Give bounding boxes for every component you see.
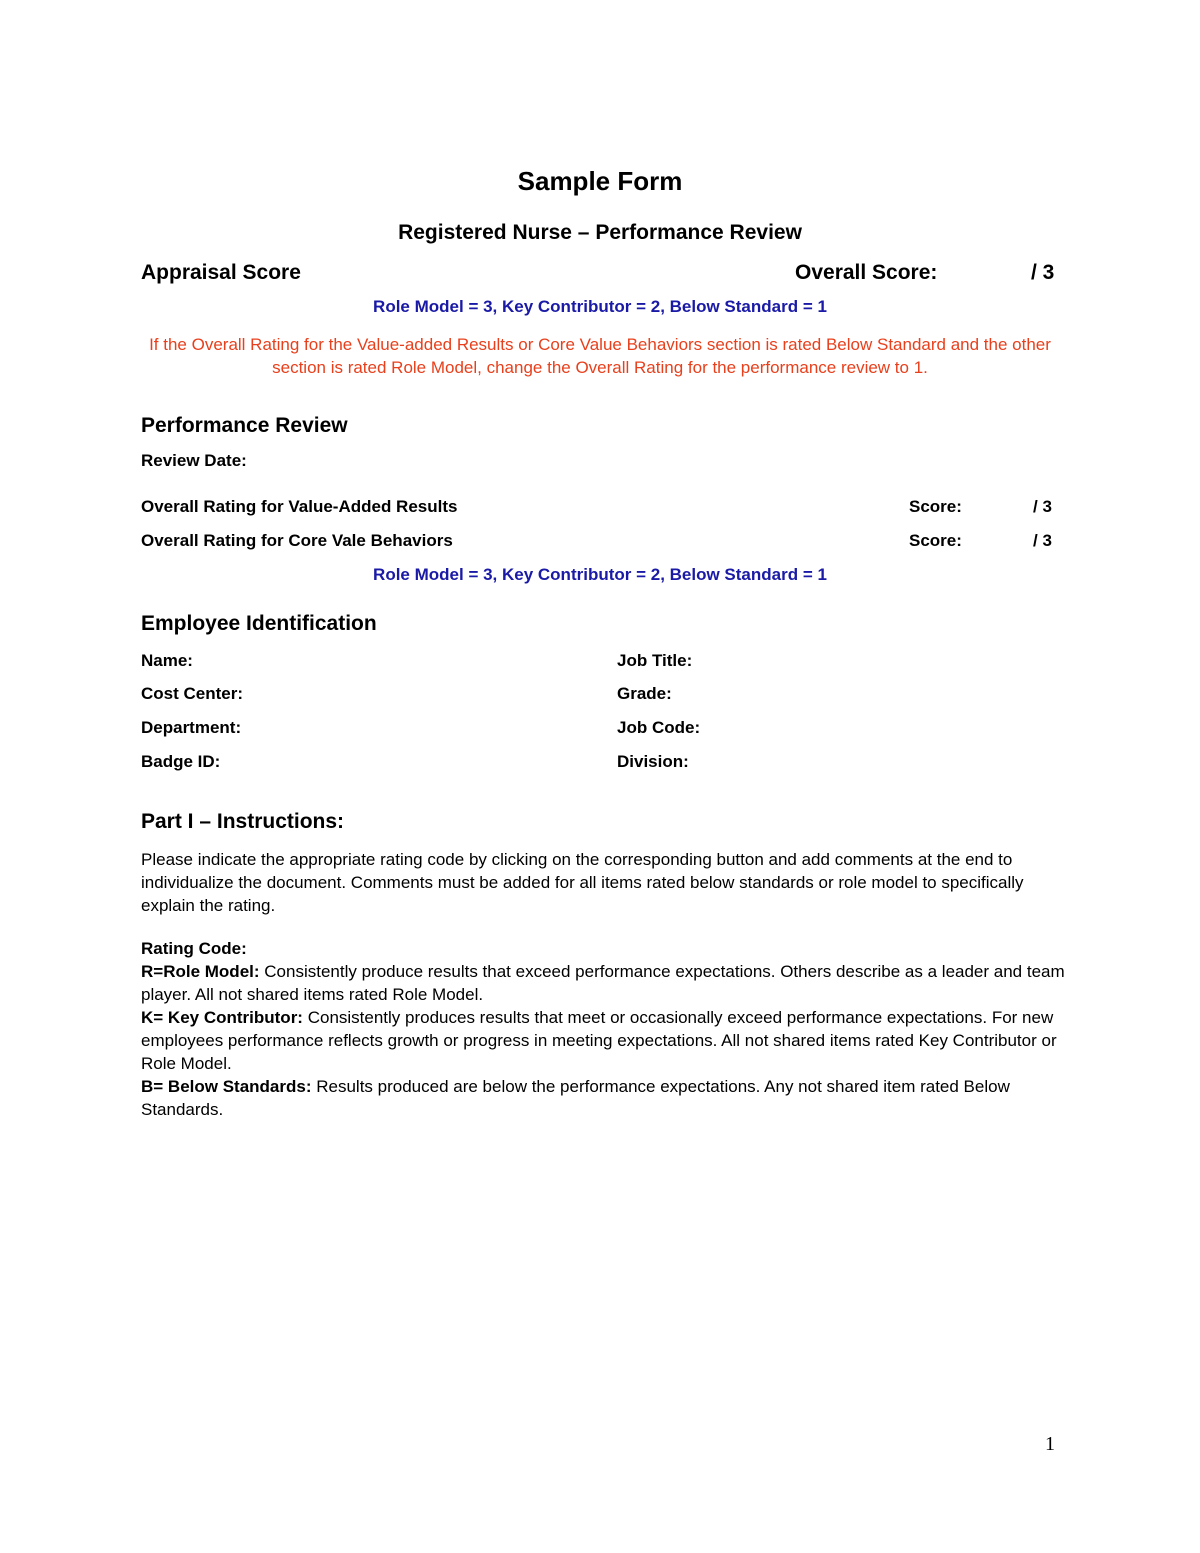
value-added-score-value: / 3 xyxy=(1033,497,1052,516)
rating-scale-legend: Role Model = 3, Key Contributor = 2, Below Standard = 1 xyxy=(373,297,827,316)
rating-code-description: Consistently produce results that exceed performance expectations. Others describe as a leader and team player. All not shared items rated Role Model. xyxy=(141,962,1065,1004)
job-title-field-label: Job Title: xyxy=(617,651,693,670)
rating-code-description: Results produced are below the performance expectations. Any not shared item rated Below Standards. xyxy=(141,1077,1010,1119)
form-subtitle: Registered Nurse – Performance Review xyxy=(398,221,802,244)
rating-code-key-contributor xyxy=(141,1006,1066,1075)
overall-score-value: / 3 xyxy=(1031,261,1055,284)
employee-identification-heading: Employee Identification xyxy=(141,612,377,635)
value-added-results-label: Overall Rating for Value-Added Results xyxy=(141,497,458,516)
overall-score-label: Overall Score: xyxy=(795,261,938,284)
badge-id-field-label: Badge ID: xyxy=(141,752,221,771)
job-code-field-label: Job Code: xyxy=(617,718,701,737)
page-title: Sample Form xyxy=(517,166,683,196)
core-value-behaviors-label: Overall Rating for Core Vale Behaviors xyxy=(141,531,453,550)
page-number: 1 xyxy=(1045,1433,1055,1455)
rating-code-description: Consistently produces results that meet or occasionally exceed performance expectations. For new employees performance reflects growth or progress in meeting expectations. All not shared items rated Key Contributor or Role Model. xyxy=(141,1008,1057,1073)
performance-review-heading: Performance Review xyxy=(141,414,348,437)
rating-code-below-standards xyxy=(141,1075,1066,1121)
grade-field-label: Grade: xyxy=(617,684,672,703)
rating-code-term: R=Role Model: xyxy=(141,962,260,981)
rating-code-term: K= Key Contributor: xyxy=(141,1008,303,1027)
rating-code-role-model xyxy=(141,960,1066,1006)
appraisal-score-heading: Appraisal Score xyxy=(141,261,301,284)
rating-code-block xyxy=(141,937,1066,1121)
instructions-paragraph: Please indicate the appropriate rating code by clicking on the corresponding button and add comments at the end to individualize the document. Comments must be added for all items rated below standards or role model to specifically explain the rating. xyxy=(141,850,1024,915)
rating-code-term: B= Below Standards: xyxy=(141,1077,312,1096)
core-value-score-value: / 3 xyxy=(1033,531,1052,550)
division-field-label: Division: xyxy=(617,752,689,771)
core-value-score-label: Score: xyxy=(909,531,962,550)
name-field-label: Name: xyxy=(141,651,193,670)
value-added-score-label: Score: xyxy=(909,497,962,516)
overall-rating-note: If the Overall Rating for the Value-added Results or Core Value Behaviors section is rated Below Standard and the other section is rated Role Model, change the Overall Rating for the performance review to 1. xyxy=(149,335,1051,377)
department-field-label: Department: xyxy=(141,718,242,737)
rating-scale-legend-2: Role Model = 3, Key Contributor = 2, Below Standard = 1 xyxy=(373,565,827,584)
rating-code-label: Rating Code: xyxy=(141,939,247,958)
review-date-label: Review Date: xyxy=(141,451,247,470)
cost-center-field-label: Cost Center: xyxy=(141,684,244,703)
instructions-heading: Part I – Instructions: xyxy=(141,810,345,833)
